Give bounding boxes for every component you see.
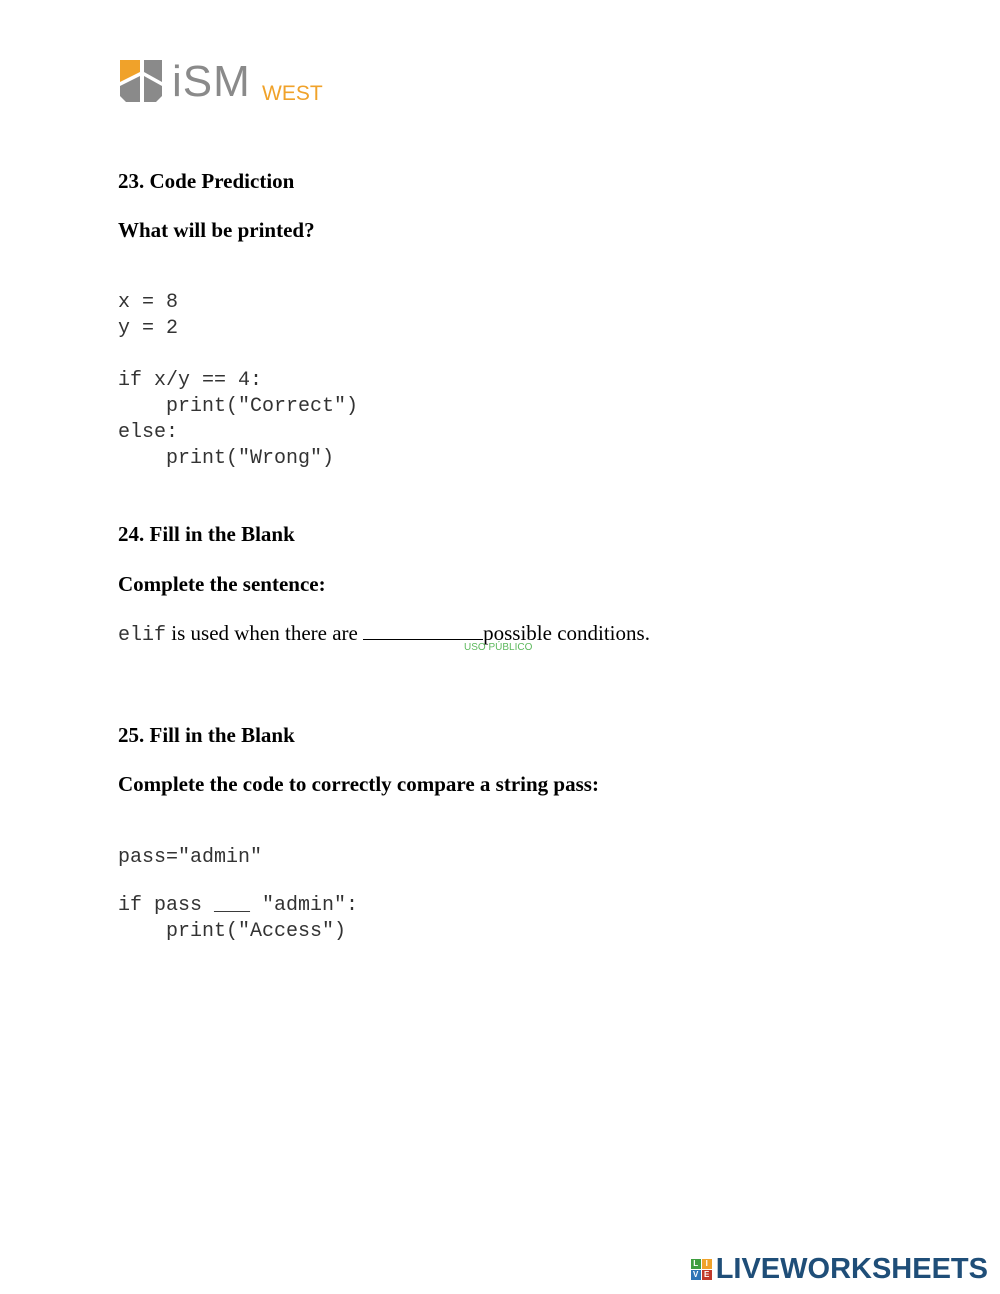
code-line: else: [118,421,179,444]
code-line: pass="admin" [118,846,263,869]
q24-sentence [118,620,650,649]
q24-prompt: Complete the sentence: [118,572,326,596]
q25-prompt: Complete the code to correctly compare a string pass: [118,772,599,796]
elif-keyword: elif [118,624,167,647]
q24-title: 24. Fill in the Blank [118,522,295,546]
watermark: USO PÚBLICO [464,642,533,653]
logo-text: iSM [172,57,251,106]
sentence-part: is used when there are [166,621,364,645]
code-line: print("Correct") [118,395,359,418]
code-line [118,342,358,368]
q25-title: 25. Fill in the Blank [118,723,295,747]
code-line: if x/y == 4: [118,369,263,392]
q23-title: 23. Code Prediction [118,169,295,193]
logo-subtext: WEST [262,82,323,105]
q23-prompt: What will be printed? [118,218,315,242]
q23-code-block [118,264,358,498]
code-line: if pass ___ "admin": [118,894,359,917]
liveworksheets-icon: L I V E [691,1259,712,1280]
q25-code-block [118,819,358,971]
liveworksheets-logo [691,1252,988,1286]
fill-blank[interactable] [363,621,483,640]
sentence-part: possible conditions. [483,621,650,645]
ism-shield-icon [118,58,164,104]
code-line: y = 2 [118,317,179,340]
code-line: print("Access") [118,920,347,943]
code-line [118,871,358,893]
liveworksheets-text: LIVEWORKSHEETS [715,1253,988,1285]
code-line: print("Wrong") [118,447,335,470]
code-line: x = 8 [118,291,179,314]
